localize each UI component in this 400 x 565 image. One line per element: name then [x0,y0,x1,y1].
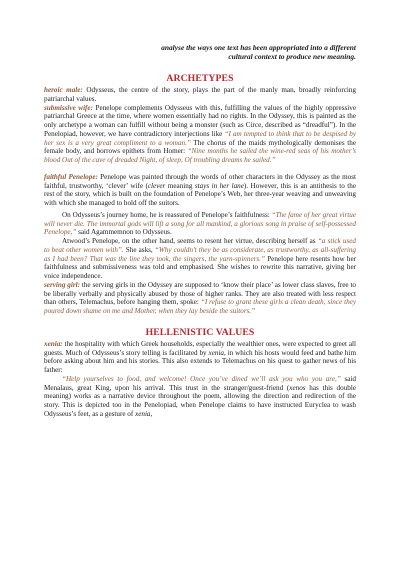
archetypes-heading: ARCHETYPES [166,73,234,84]
journey-paragraph [44,211,356,237]
atwood-text-2: She asks, [123,245,155,254]
submissive-wife-term: submissive wife: [44,103,93,112]
xenia-term: xenia: [44,339,63,348]
submissive-wife-text-1: Penelope complements Odysseus with this, fulfilling the values of the highly oppressive patriarchal Greece at the time, where women essentially had no rights. In the Odyssey, this is painted as the only archetype a woman can fulfill without being a monster (such as Circe, described as “dreadful”). In the Penelopiad, however, we have contradictory interjections like [44,103,356,138]
faithful-penelope-text-2: meaning [165,181,195,190]
faithful-penelope-term: faithful Penelope: [44,172,98,181]
stays-in-her-lane-phrase: stays in her lane [194,181,244,190]
intro-text [44,43,356,61]
journey-text-1: On Odysseus’s journey home, he is reassured of Penelope’s faithfulness: [62,210,272,219]
heroic-male-term: heroic male: [44,86,83,94]
help-yourselves-text-2: has this double meaning) works as a narrative device throughout the poem, allowing the direction and redirection of the story. This is depicted too in the Penelopiad, when Penelope claims to have instructed Euryclea to wash Odysseus’s feet, as a gesture of [44,383,356,418]
xenos-word: xenos [289,383,306,392]
serving-girl-text-1: the serving girls in the Odyssey are supposed to ‘know their place’ as lower class slaves, free to be liberally verbally and physically abused by those of higher ranks. They are also treated with less respect than others, Telemachus, before hanging them, spoke: [44,280,357,307]
intro-line-1: analyse the ways one text has been appropriated into a different [161,43,356,52]
serving-girl-term: serving girl: [44,280,80,289]
submissive-wife-paragraph [44,104,356,165]
atwood-text-1: Atwood’s Penelope, on the other hand, seems to resent her virtue, describing herself as [62,237,318,245]
help-yourselves-quote: “Help yourselves to food, and welcome! Once you’ve dined we’ll ask you who you are,” [62,374,341,383]
submissive-wife-quote-1: “I am tempted to think that to be despised by her sex is a very great compliment to a woman.” [44,129,357,147]
xenia-paragraph [44,340,356,375]
serving-girl-paragraph [44,281,356,316]
help-yourselves-paragraph [44,375,356,419]
help-yourselves-text-3: , [150,409,153,418]
faithful-penelope-text-3: ). However, this is an antithesis to the rest of the story, which is built on the foundation of Penelope’s Web, her three-year weaving and unweaving with which she managed to hold off the suitors. [44,181,356,207]
help-yourselves-text-1: said Menalaus, great King, upon his arrival. This trust in the stranger/guest-friend ( [44,374,356,392]
submissive-wife-quote-2: “Nine months he sailed the wine-red seas of his mother’s blood Out of the cave of dreaded Night, of sleep, Of troubling dreams he sailed.” [44,147,356,164]
atwood-text-3: Penelope here resents how her faithfulness and submissiveness was told and emphasised. She wishes to rewrite this narrative, giving her voice independence. [44,254,357,280]
atwood-quote-2: “Why couldn’t they be as considerate, as trustworthy, as all-suffering as I had been? That was the line they took, the singers, the yarn-spinners.” [44,245,356,263]
xenia-text-2: , in which his hosts would feed and bathe him before asking about him and his stories. This also extends to Telemachus on his quest to gather news of his father: [44,348,356,374]
heroic-male-paragraph [44,86,356,104]
atwood-quote-1: “a stick used to beat other women with”. [44,237,356,254]
faithful-penelope-paragraph [44,173,356,208]
submissive-wife-text-2: The chorus of the maids mythologically demonises the female body, and borrows epithets from Homer: [44,138,356,156]
atwood-paragraph [44,237,356,281]
intro-line-2: cultural context to produce new meaning. [228,52,356,61]
hellenistic-values-heading: HELLENISTIC VALUES [145,326,255,338]
xenia-text-1: the hospitality with which Greek households, especially the wealthier ones, were expected to greet all guests. Much of Odysseus’s story telling is facilitated by [44,339,356,357]
journey-text-2: said Agammemnon to Odysseus. [76,228,172,237]
xenia-word-2: xenia [135,409,151,418]
xenia-word: xenia [208,348,224,357]
heroic-male-text: Odysseus, the centre of the story, plays the part of the manly man, broadly reinforcing patriarchal values. [44,86,356,103]
serving-girl-quote: “I refuse to grant these girls a clean death, since they poured down shame on me and Mother, when they lay beside the suitors.” [44,298,356,315]
journey-quote: “The fame of her great virtue will never die. The immortal gods will lift a song for all mankind, a glorious song in praise of self-possessed Penelope,” [44,210,356,237]
clever-word: clever [147,181,166,190]
faithful-penelope-text-1: Penelope was painted through the words of other characters in the Odyssey as the most faithful, trustworthy, ‘clever’ wife ( [44,172,357,190]
